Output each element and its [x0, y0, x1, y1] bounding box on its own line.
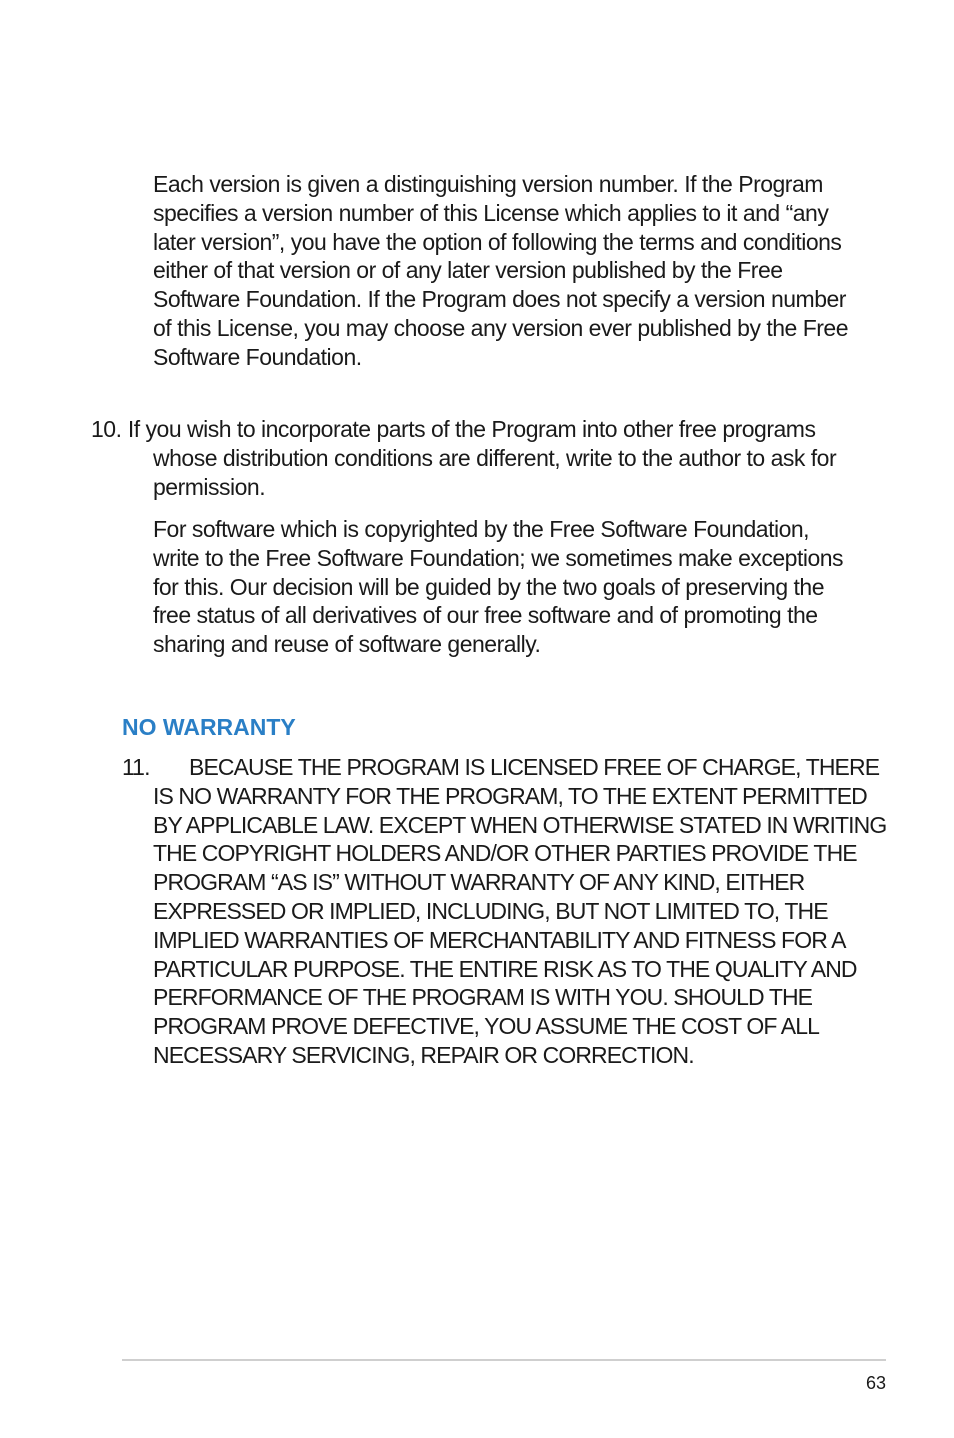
section-10-text: If you wish to incorporate parts of the Program into other free programs whose distribution conditions are different, write to the author to ask for permission.: [127, 416, 837, 500]
section-11-number: 11.: [122, 754, 150, 780]
section-11-text: BECAUSE THE PROGRAM IS LICENSED FREE OF CHARGE, THERE IS NO WARRANTY FOR THE PROGRAM, TO THE EXTENT PERMITTED BY APPLICABLE LAW. EXCEPT WHEN OTHERWISE STATED IN WRITING THE COPYRIGHT HOLDERS AND/OR OTHER PARTIES PROVIDE THE PROGRAM “AS IS” WITHOUT WARRANTY OF ANY KIND, EITHER EXPRESSED OR IMPLIED, INCLUDING, BUT NOT LIMITED TO, THE IMPLIED WARRANTIES OF MERCHANTABILITY AND FITNESS FOR A PARTICULAR PURPOSE. THE ENTIRE RISK AS TO THE QUALITY AND PERFORMANCE OF THE PROGRAM IS WITH YOU. SHOULD THE PROGRAM PROVE DEFECTIVE, YOU ASSUME THE COST OF ALL NECESSARY SERVICING, REPAIR OR CORRECTION.: [153, 754, 887, 1068]
section-10-continuation-paragraph: For software which is copyrighted by the Free Software Foundation, write to the Free Software Foundation; we sometimes make exceptions for this. Our decision will be guided by the two goals of preserving the free status of all derivatives of our free software and of promoting the sharing and reuse of software generally.: [153, 516, 844, 658]
section-11-paragraph: [122, 753, 893, 1070]
page-number: 63: [865, 1373, 886, 1393]
no-warranty-heading: NO WARRANTY: [122, 714, 296, 740]
section-10-paragraph: 10. If you wish to incorporate parts of the Program into other free programs whose distribution conditions are different, write to the author to ask for permission.: [91, 416, 837, 500]
footer-divider: [122, 1359, 886, 1361]
section-9-continued-paragraph: Each version is given a distinguishing version number. If the Program specifies a version number of this License which applies to it and “any later version”, you have the option of following the terms and conditions either of that version or of any later version published by the Free Software Foundation. If the Program does not specify a version number of this License, you may choose any version ever published by the Free Software Foundation.: [153, 171, 849, 370]
